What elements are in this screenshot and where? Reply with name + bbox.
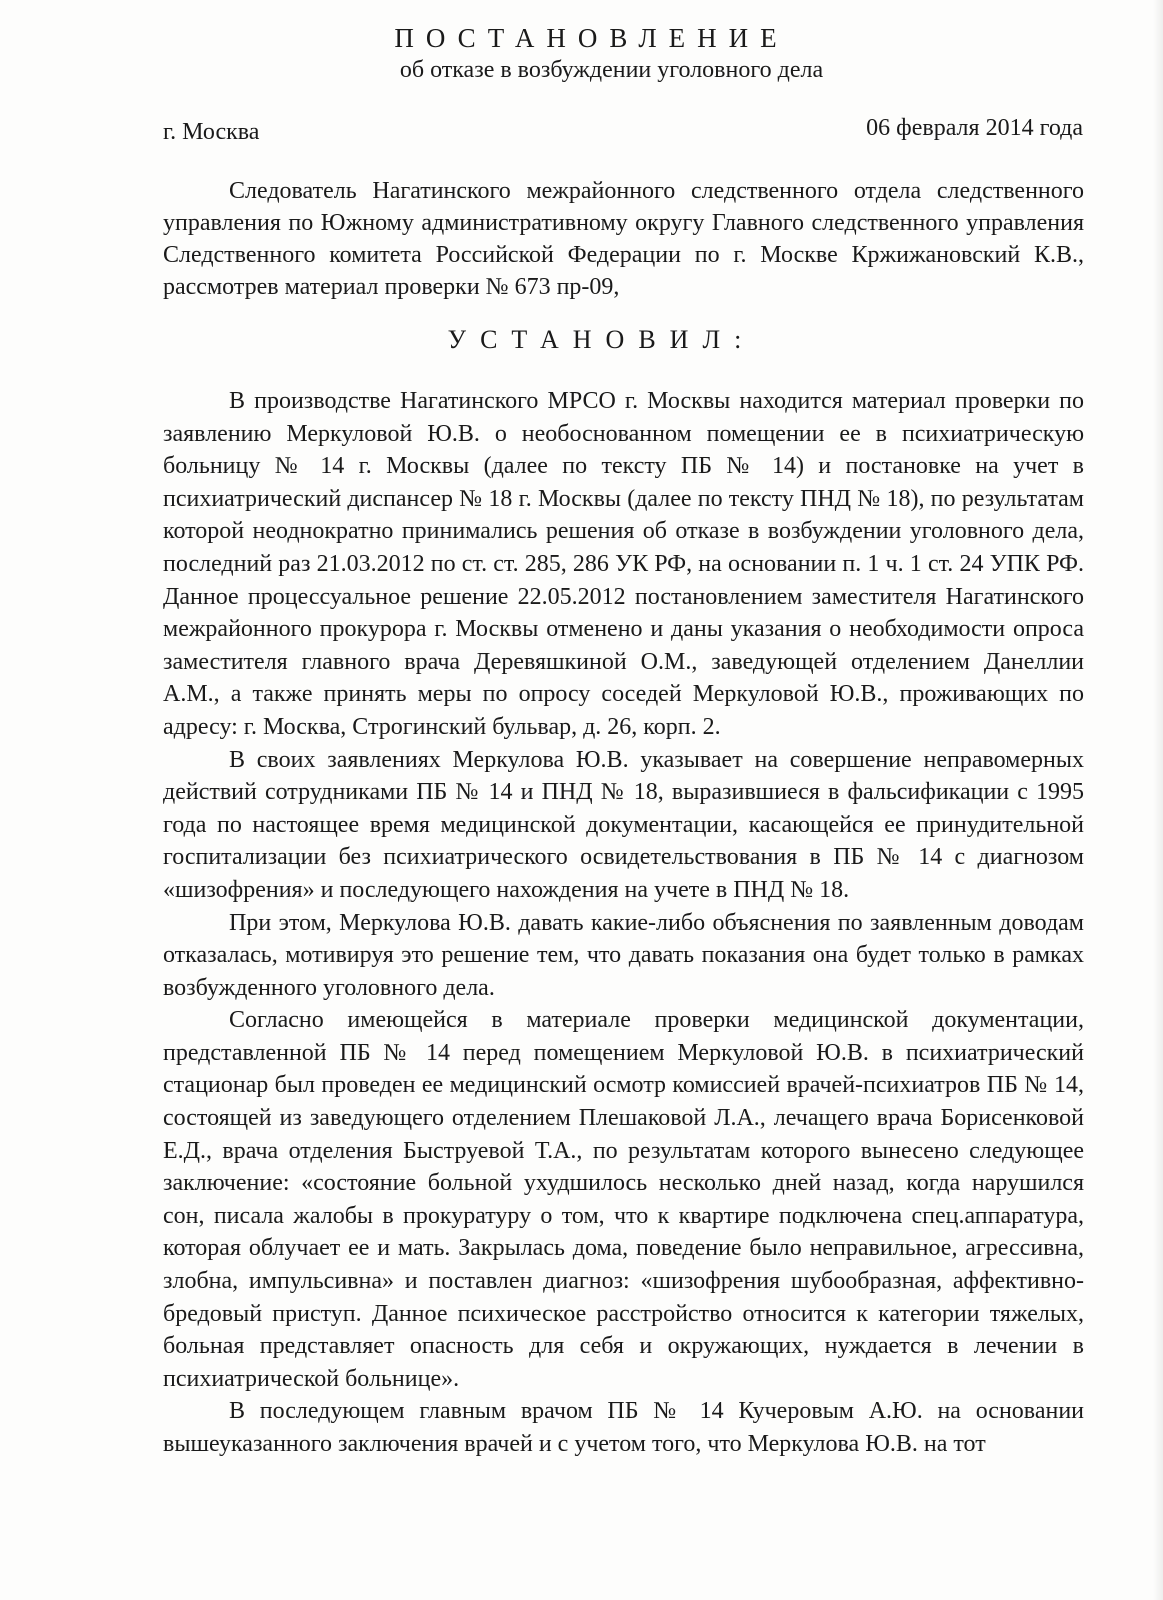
intro-paragraph: Следователь Нагатинского межрайонного следственного отдела следственного управления по Южному административному округу Главного следственного управления Следственного комитета Российской Федерации по г. Москве Кржижановский К.В., рассмотрев материал проверки № 673 пр-09, (163, 178, 1084, 300)
paragraph-3: При этом, Меркулова Ю.В. давать какие-либо объяснения по заявленным доводам отказалась, мотивируя это решение тем, что давать показания она будет только в рамках возбужденного уголовного дела. (163, 909, 1084, 1001)
paragraph-4: Согласно имеющейся в материале проверки медицинской документации, представленной ПБ № 14 перед помещением Меркуловой Ю.В. в психиатрический стационар был проведен ее медицинский осмотр комиссией врачей-психиатров ПБ № 14, состоящей из заведующего отделением Плешаковой Л.А., лечащего врача Борисенковой Е.Д., врача отделения Быструевой Т.А., по результатам которого вынесено следующее заключение: «состояние больной ухудшилось несколько дней назад, когда нарушился сон, писала жалобы в прокуратуру о том, что к квартире подключена спец.аппаратура, которая облучает ее и мать. Закрылась дома, поведение было неправильное, агрессивна, злобна, импульсивна» и поставлен диагноз: «шизофрения шубообразная, аффективно-бредовый приступ. Данное психическое расстройство относится к категории тяжелых, больная представляет опасность для себя и окружающих, нуждается в лечении в психиатрической больнице». (163, 1007, 1084, 1392)
document-title: ПОСТАНОВЛЕНИЕ (394, 23, 789, 53)
paragraph-1: В производстве Нагатинского МРСО г. Москвы находится материал проверки по заявлению Меркуловой Ю.В. о необоснованном помещении ее в психиатрическую больницу № 14 г. Москвы (далее по тексту ПБ № 14) и постановке на учет в психиатрический диспансер № 18 г. Москвы (далее по тексту ПНД № 18), по результатам которой неоднократно принимались решения об отказе в возбуждении уголовного дела, последний раз 21.03.2012 по ст. ст. 285, 286 УК РФ, на основании п. 1 ч. 1 ст. 24 УПК РФ. Данное процессуальное решение 22.05.2012 постановлением заместителя Нагатинского межрайонного прокурора г. Москвы отменено и даны указания о необходимости опроса заместителя главного врача Деревяшкиной О.М., заведующей отделением Данеллии А.М., а также принять меры по опросу соседей Меркуловой Ю.В., проживающих по адресу: г. Москва, Строгинский бульвар, д. 26, корп. 2. (163, 388, 1084, 740)
scan-edge-shadow (1153, 0, 1163, 1600)
paragraph-2: В своих заявлениях Меркулова Ю.В. указывает на совершение неправомерных действий сотрудниками ПБ № 14 и ПНД № 18, выразившиеся в фальсификации с 1995 года по настоящее время медицинской документации, касающейся ее принудительной госпитализации без психиатрического освидетельствования в ПБ № 14 с диагнозом «шизофрения» и последующего нахождения на учете в ПНД № 18. (163, 746, 1084, 903)
document-subtitle: об отказе в возбуждении уголовного дела (399, 57, 824, 83)
body-paragraphs (163, 385, 1084, 1461)
document-place: г. Москва (163, 119, 260, 145)
paragraph-5: В последующем главным врачом ПБ № 14 Кучеровым А.Ю. на основании вышеуказанного заключения врачей и с учетом того, что Меркулова Ю.В. на тот (163, 1398, 1084, 1457)
document-date: 06 февраля 2014 года (866, 115, 1083, 141)
section-heading: УСТАНОВИЛ: (447, 325, 756, 354)
